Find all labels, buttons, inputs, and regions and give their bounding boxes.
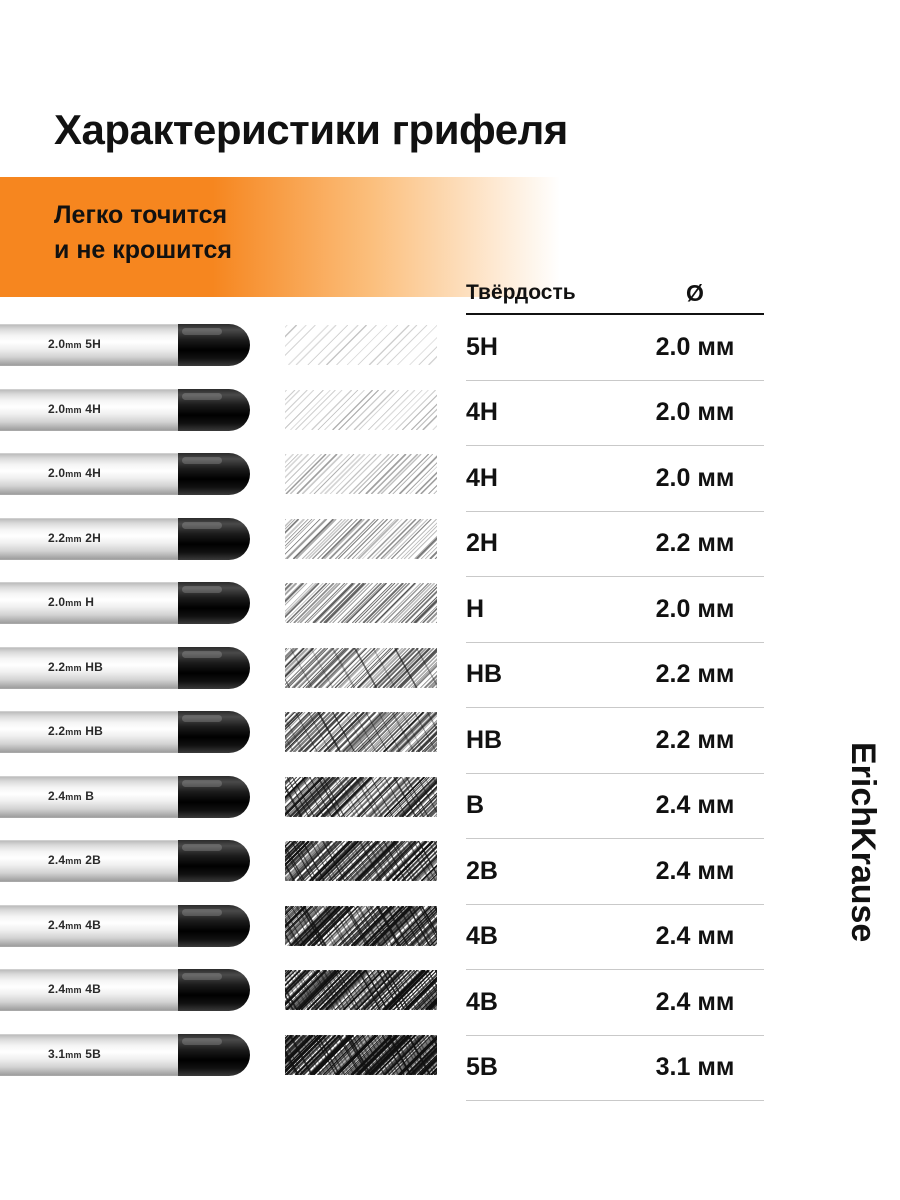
pencil-row <box>0 958 466 1023</box>
table-row <box>466 708 764 774</box>
pencil-grip <box>178 647 250 689</box>
pencil-grip <box>178 389 250 431</box>
pencil-barrel <box>0 776 203 818</box>
graphite-hatch-swatch <box>285 583 437 623</box>
pencil-label-grade: 2B <box>85 853 101 867</box>
pencil-graphic <box>0 324 250 366</box>
pencil-barrel <box>0 582 203 624</box>
pencil-graphic <box>0 647 250 689</box>
pencil-label-size: 2.2 <box>48 530 66 545</box>
pencil-grip <box>178 1034 250 1076</box>
pencil-grip <box>178 711 250 753</box>
pencil-grip <box>178 324 250 366</box>
pencil-row <box>0 378 466 443</box>
pencil-label-unit: mm <box>65 920 82 931</box>
cell-hardness: 5H <box>466 332 498 361</box>
pencil-label-size: 2.4 <box>48 853 66 867</box>
table-row <box>466 774 764 840</box>
pencil-graphic <box>0 711 250 753</box>
pencil-label-unit: mm <box>65 533 82 544</box>
pencil-graphic <box>0 389 250 431</box>
pencil-row <box>0 442 466 507</box>
cell-diameter: 2.2 мм <box>655 529 735 558</box>
pencil-label-unit: mm <box>65 856 82 866</box>
cell-diameter: 2.4 мм <box>655 922 735 951</box>
pencil-label-unit: mm <box>65 598 82 608</box>
pencil-graphic <box>0 776 250 818</box>
cell-hardness: 4H <box>466 398 498 427</box>
pencil-grip <box>178 969 250 1011</box>
graphite-hatch-swatch <box>285 841 437 881</box>
pencil-label <box>48 918 101 932</box>
pencil-label <box>48 337 101 351</box>
brand-logo: ErichKrause <box>844 742 882 943</box>
cell-diameter: 2.2 мм <box>655 660 735 689</box>
pencil-grip <box>178 518 250 560</box>
pencil-list <box>0 313 466 1087</box>
table-row <box>466 315 764 381</box>
column-header-hardness: Твёрдость <box>466 281 576 304</box>
pencil-label-unit: mm <box>65 1049 82 1060</box>
pencil-grip <box>178 582 250 624</box>
table-row <box>466 643 764 709</box>
cell-hardness: 2B <box>466 856 498 885</box>
pencil-grip <box>178 776 250 818</box>
pencil-graphic <box>0 969 250 1011</box>
table-row <box>466 905 764 971</box>
pencil-label-grade: 5H <box>85 337 101 351</box>
pencil-grip <box>178 905 250 947</box>
cell-hardness: HB <box>466 725 503 754</box>
graphite-hatch-swatch <box>285 777 437 817</box>
table-row <box>466 512 764 578</box>
column-header-diameter: Ø <box>686 280 704 306</box>
pencil-graphic <box>0 840 250 882</box>
pencil-graphic <box>0 905 250 947</box>
pencil-label-grade: 5B <box>85 1046 101 1061</box>
pencil-label <box>48 853 101 867</box>
table-row <box>466 839 764 905</box>
pencil-barrel <box>0 518 203 560</box>
pencil-label <box>48 982 101 996</box>
cell-diameter: 2.0 мм <box>655 594 735 623</box>
table-row <box>466 381 764 447</box>
pencil-label <box>48 531 101 545</box>
pencil-label-unit: mm <box>65 469 82 479</box>
pencil-label-size: 2.0 <box>48 595 66 609</box>
cell-diameter: 2.4 мм <box>655 856 735 885</box>
pencil-label-grade: 4H <box>85 401 101 416</box>
pencil-label-grade: HB <box>85 659 103 674</box>
pencil-label-grade: H <box>85 595 95 609</box>
cell-diameter: 2.0 мм <box>655 332 735 361</box>
graphite-hatch-swatch <box>285 906 437 946</box>
pencil-label-size: 2.4 <box>48 788 66 803</box>
cell-diameter: 3.1 мм <box>655 1053 735 1082</box>
pencil-label-grade: 2H <box>85 530 101 545</box>
pencil-graphic <box>0 453 250 495</box>
cell-diameter: 2.4 мм <box>655 987 735 1016</box>
graphite-hatch-swatch <box>285 648 437 688</box>
pencil-row <box>0 765 466 830</box>
cell-hardness: 4B <box>466 987 498 1016</box>
pencil-row <box>0 1023 466 1088</box>
pencil-label-grade: 4B <box>85 917 101 932</box>
pencil-row <box>0 829 466 894</box>
banner-text <box>54 198 384 267</box>
cell-diameter: 2.0 мм <box>655 463 735 492</box>
cell-hardness: 5B <box>466 1053 498 1082</box>
cell-hardness: HB <box>466 660 503 689</box>
pencil-grip <box>178 453 250 495</box>
pencil-label-size: 2.0 <box>48 401 66 416</box>
table-body <box>466 315 764 1101</box>
pencil-label-size: 2.0 <box>48 337 66 351</box>
graphite-hatch-swatch <box>285 325 437 365</box>
pencil-barrel <box>0 389 203 431</box>
pencil-label-size: 2.4 <box>48 917 66 932</box>
specs-table <box>466 265 764 1101</box>
pencil-row <box>0 313 466 378</box>
pencil-label <box>48 1047 101 1061</box>
pencil-label-grade: B <box>85 788 95 803</box>
pencil-row <box>0 700 466 765</box>
cell-hardness: B <box>466 791 485 820</box>
graphite-hatch-swatch <box>285 454 437 494</box>
cell-hardness: 2H <box>466 529 498 558</box>
pencil-barrel <box>0 840 203 882</box>
table-row <box>466 1036 764 1102</box>
graphite-hatch-swatch <box>285 519 437 559</box>
cell-hardness: 4H <box>466 463 498 492</box>
pencil-label-grade: 4H <box>85 466 101 480</box>
pencil-label <box>48 724 103 738</box>
pencil-label-size: 3.1 <box>48 1046 66 1061</box>
page-title: Характеристики грифеля <box>54 106 568 154</box>
pencil-row <box>0 636 466 701</box>
pencil-label-unit: mm <box>65 662 82 673</box>
pencil-barrel <box>0 905 203 947</box>
pencil-barrel <box>0 453 203 495</box>
pencil-label-size: 2.2 <box>48 659 66 674</box>
graphite-hatch-swatch <box>285 970 437 1010</box>
pencil-label-size: 2.0 <box>48 466 66 480</box>
pencil-label-unit: mm <box>65 404 82 415</box>
table-row <box>466 446 764 512</box>
pencil-row <box>0 507 466 572</box>
pencil-barrel <box>0 324 203 366</box>
banner-line-1: Легко точится <box>54 201 228 229</box>
pencil-graphic <box>0 1034 250 1076</box>
cell-diameter: 2.4 мм <box>655 791 735 820</box>
pencil-grip <box>178 840 250 882</box>
cell-hardness: 4B <box>466 922 498 951</box>
pencil-label-size: 2.2 <box>48 724 66 738</box>
pencil-label-unit: mm <box>65 791 82 802</box>
pencil-label <box>48 466 101 480</box>
pencil-row <box>0 571 466 636</box>
graphite-hatch-swatch <box>285 712 437 752</box>
pencil-label <box>48 789 94 803</box>
cell-hardness: H <box>466 594 485 623</box>
pencil-label-unit: mm <box>65 340 82 350</box>
pencil-label-unit: mm <box>65 985 82 995</box>
pencil-label <box>48 660 103 674</box>
pencil-graphic <box>0 582 250 624</box>
pencil-label-unit: mm <box>65 727 82 737</box>
graphite-hatch-swatch <box>285 390 437 430</box>
table-row <box>466 970 764 1036</box>
graphite-hatch-swatch <box>285 1035 437 1075</box>
banner-line-2: и не крошится <box>54 235 232 264</box>
pencil-label <box>48 402 101 416</box>
pencil-row <box>0 894 466 959</box>
pencil-label-size: 2.4 <box>48 982 66 996</box>
table-row <box>466 577 764 643</box>
cell-diameter: 2.0 мм <box>655 398 735 427</box>
pencil-graphic <box>0 518 250 560</box>
pencil-barrel <box>0 969 203 1011</box>
pencil-label-grade: 4B <box>85 982 101 996</box>
pencil-barrel <box>0 1034 203 1076</box>
pencil-label <box>48 595 94 609</box>
cell-diameter: 2.2 мм <box>655 725 735 754</box>
pencil-label-grade: HB <box>85 724 103 738</box>
table-header-row <box>466 265 764 315</box>
